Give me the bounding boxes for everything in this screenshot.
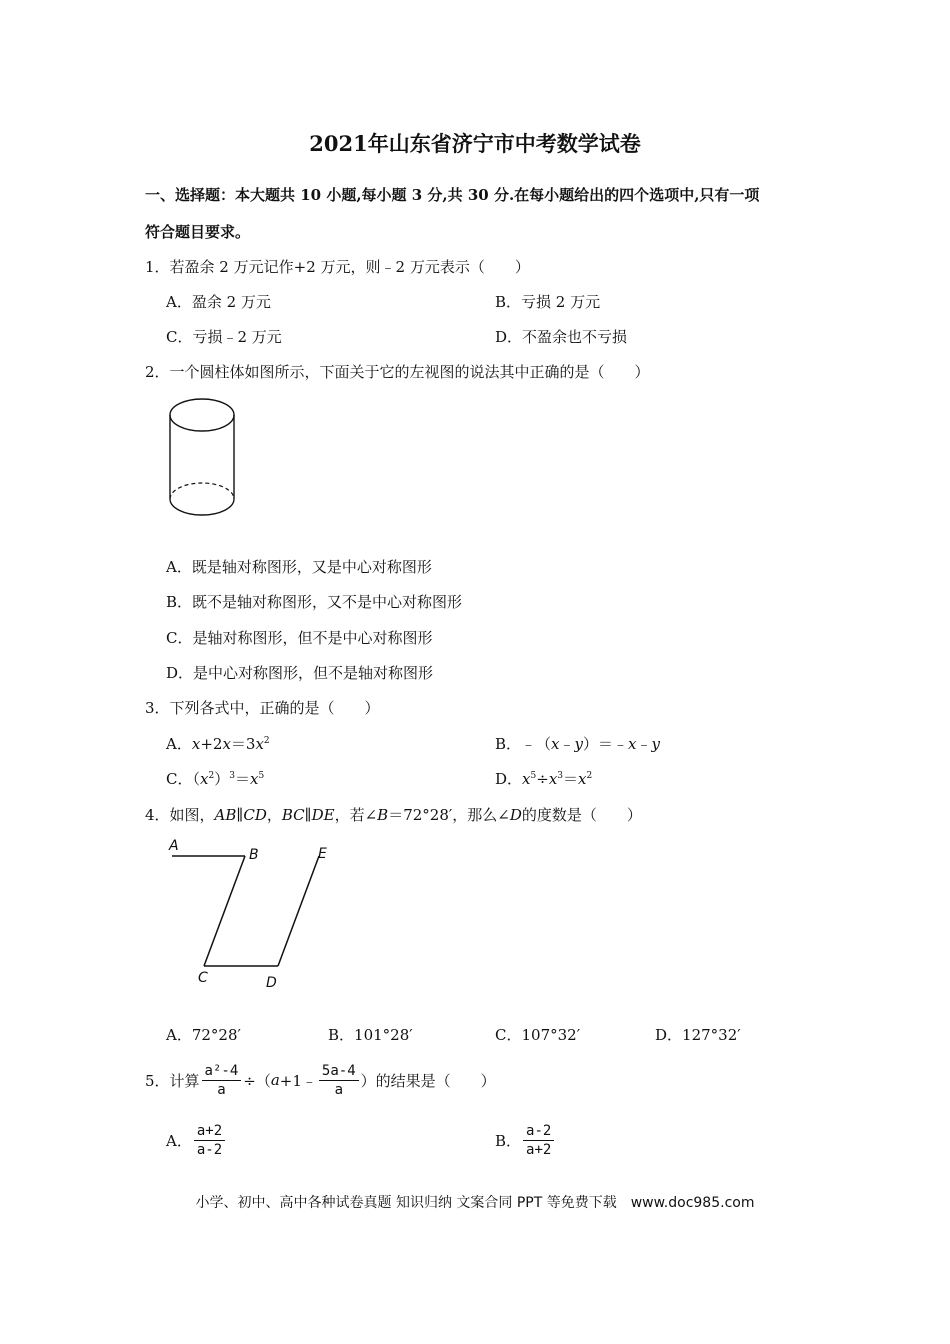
parallel-lines-figure xyxy=(160,835,350,995)
q4-option-b: B．101°28′ xyxy=(328,1026,413,1044)
footer-text: 小学、初中、高中各种试卷真题 知识归纳 文案合同 PPT 等免费下载 www.doc985.com xyxy=(195,1195,755,1211)
q5-fraction-2: $\frac{5a-4}{a}$ xyxy=(319,1063,359,1098)
q5-fraction-1: $\frac{\text{a²-4}}{a}$ xyxy=(202,1063,242,1098)
q5-stem: 5．计算 $\frac{\text{a²-4}}{a}$ ÷（ a +1﹣ $\frac{5a-4}{a}$ ）的结果是（ ） xyxy=(145,1062,496,1098)
label-a: A xyxy=(169,838,179,854)
label-d: D xyxy=(266,975,277,991)
page-title: 2021年山东省济宁市中考数学试卷 xyxy=(309,131,641,156)
q2-option-d: D．是中心对称图形，但不是轴对称图形 xyxy=(166,664,434,682)
q4-option-d: D．127°32′ xyxy=(655,1026,741,1044)
q5-option-b: B． $\frac{a-2}{a+2}$ xyxy=(495,1117,556,1163)
section-heading: 一、选择题：本大题共 10 小题,每小题 3 分,共 30 分.在每小题给出的四个选项中,只有一项 xyxy=(145,186,760,204)
cylinder-figure xyxy=(166,395,238,520)
q5-option-a: A． $\frac{a+2}{a-2}$ xyxy=(166,1117,227,1163)
q4-option-c: C．107°32′ xyxy=(495,1026,581,1044)
segment-de xyxy=(278,856,319,966)
q2-option-a: A．既是轴对称图形，又是中心对称图形 xyxy=(166,558,432,576)
q4-stem: 4．如图，AB∥CD，BC∥DE，若∠B＝72°28′，那么∠D的度数是（ ） xyxy=(145,806,642,824)
section-heading-cont: 符合题目要求。 xyxy=(145,223,251,241)
label-e: E xyxy=(318,846,327,862)
q3-option-a: A．$x+2x=3x^2$ xyxy=(166,735,270,753)
cylinder-top xyxy=(170,399,234,431)
q1-option-a: A．盈余 2 万元 xyxy=(166,293,271,311)
label-b: B xyxy=(249,847,259,863)
q1-stem: 1．若盈余 2 万元记作+2 万元，则﹣2 万元表示（ ） xyxy=(145,258,530,276)
q3-option-b: B．﹣（x﹣y）＝﹣x﹣y xyxy=(495,735,660,753)
q1-option-b: B．亏损 2 万元 xyxy=(495,293,601,311)
q2-stem: 2．一个圆柱体如图所示，下面关于它的左视图的说法其中正确的是（ ） xyxy=(145,363,650,381)
q2-option-c: C．是轴对称图形，但不是中心对称图形 xyxy=(166,629,433,647)
q1-option-d: D．不盈余也不亏损 xyxy=(495,328,628,346)
q3-option-c: C．$(x^2)^3=x^5$ xyxy=(166,770,265,788)
label-c: C xyxy=(198,970,208,986)
q3-option-d: D．$x^5\div x^3=x^2$ xyxy=(495,770,593,788)
q2-option-b: B．既不是轴对称图形，又不是中心对称图形 xyxy=(166,593,463,611)
segment-bc xyxy=(204,856,245,966)
q3-stem: 3．下列各式中，正确的是（ ） xyxy=(145,699,380,717)
cylinder-bottom-back xyxy=(170,483,234,499)
cylinder-bottom-front xyxy=(170,499,234,515)
q4-option-a: A．72°28′ xyxy=(166,1026,241,1044)
q1-option-c: C．亏损﹣2 万元 xyxy=(166,328,282,346)
